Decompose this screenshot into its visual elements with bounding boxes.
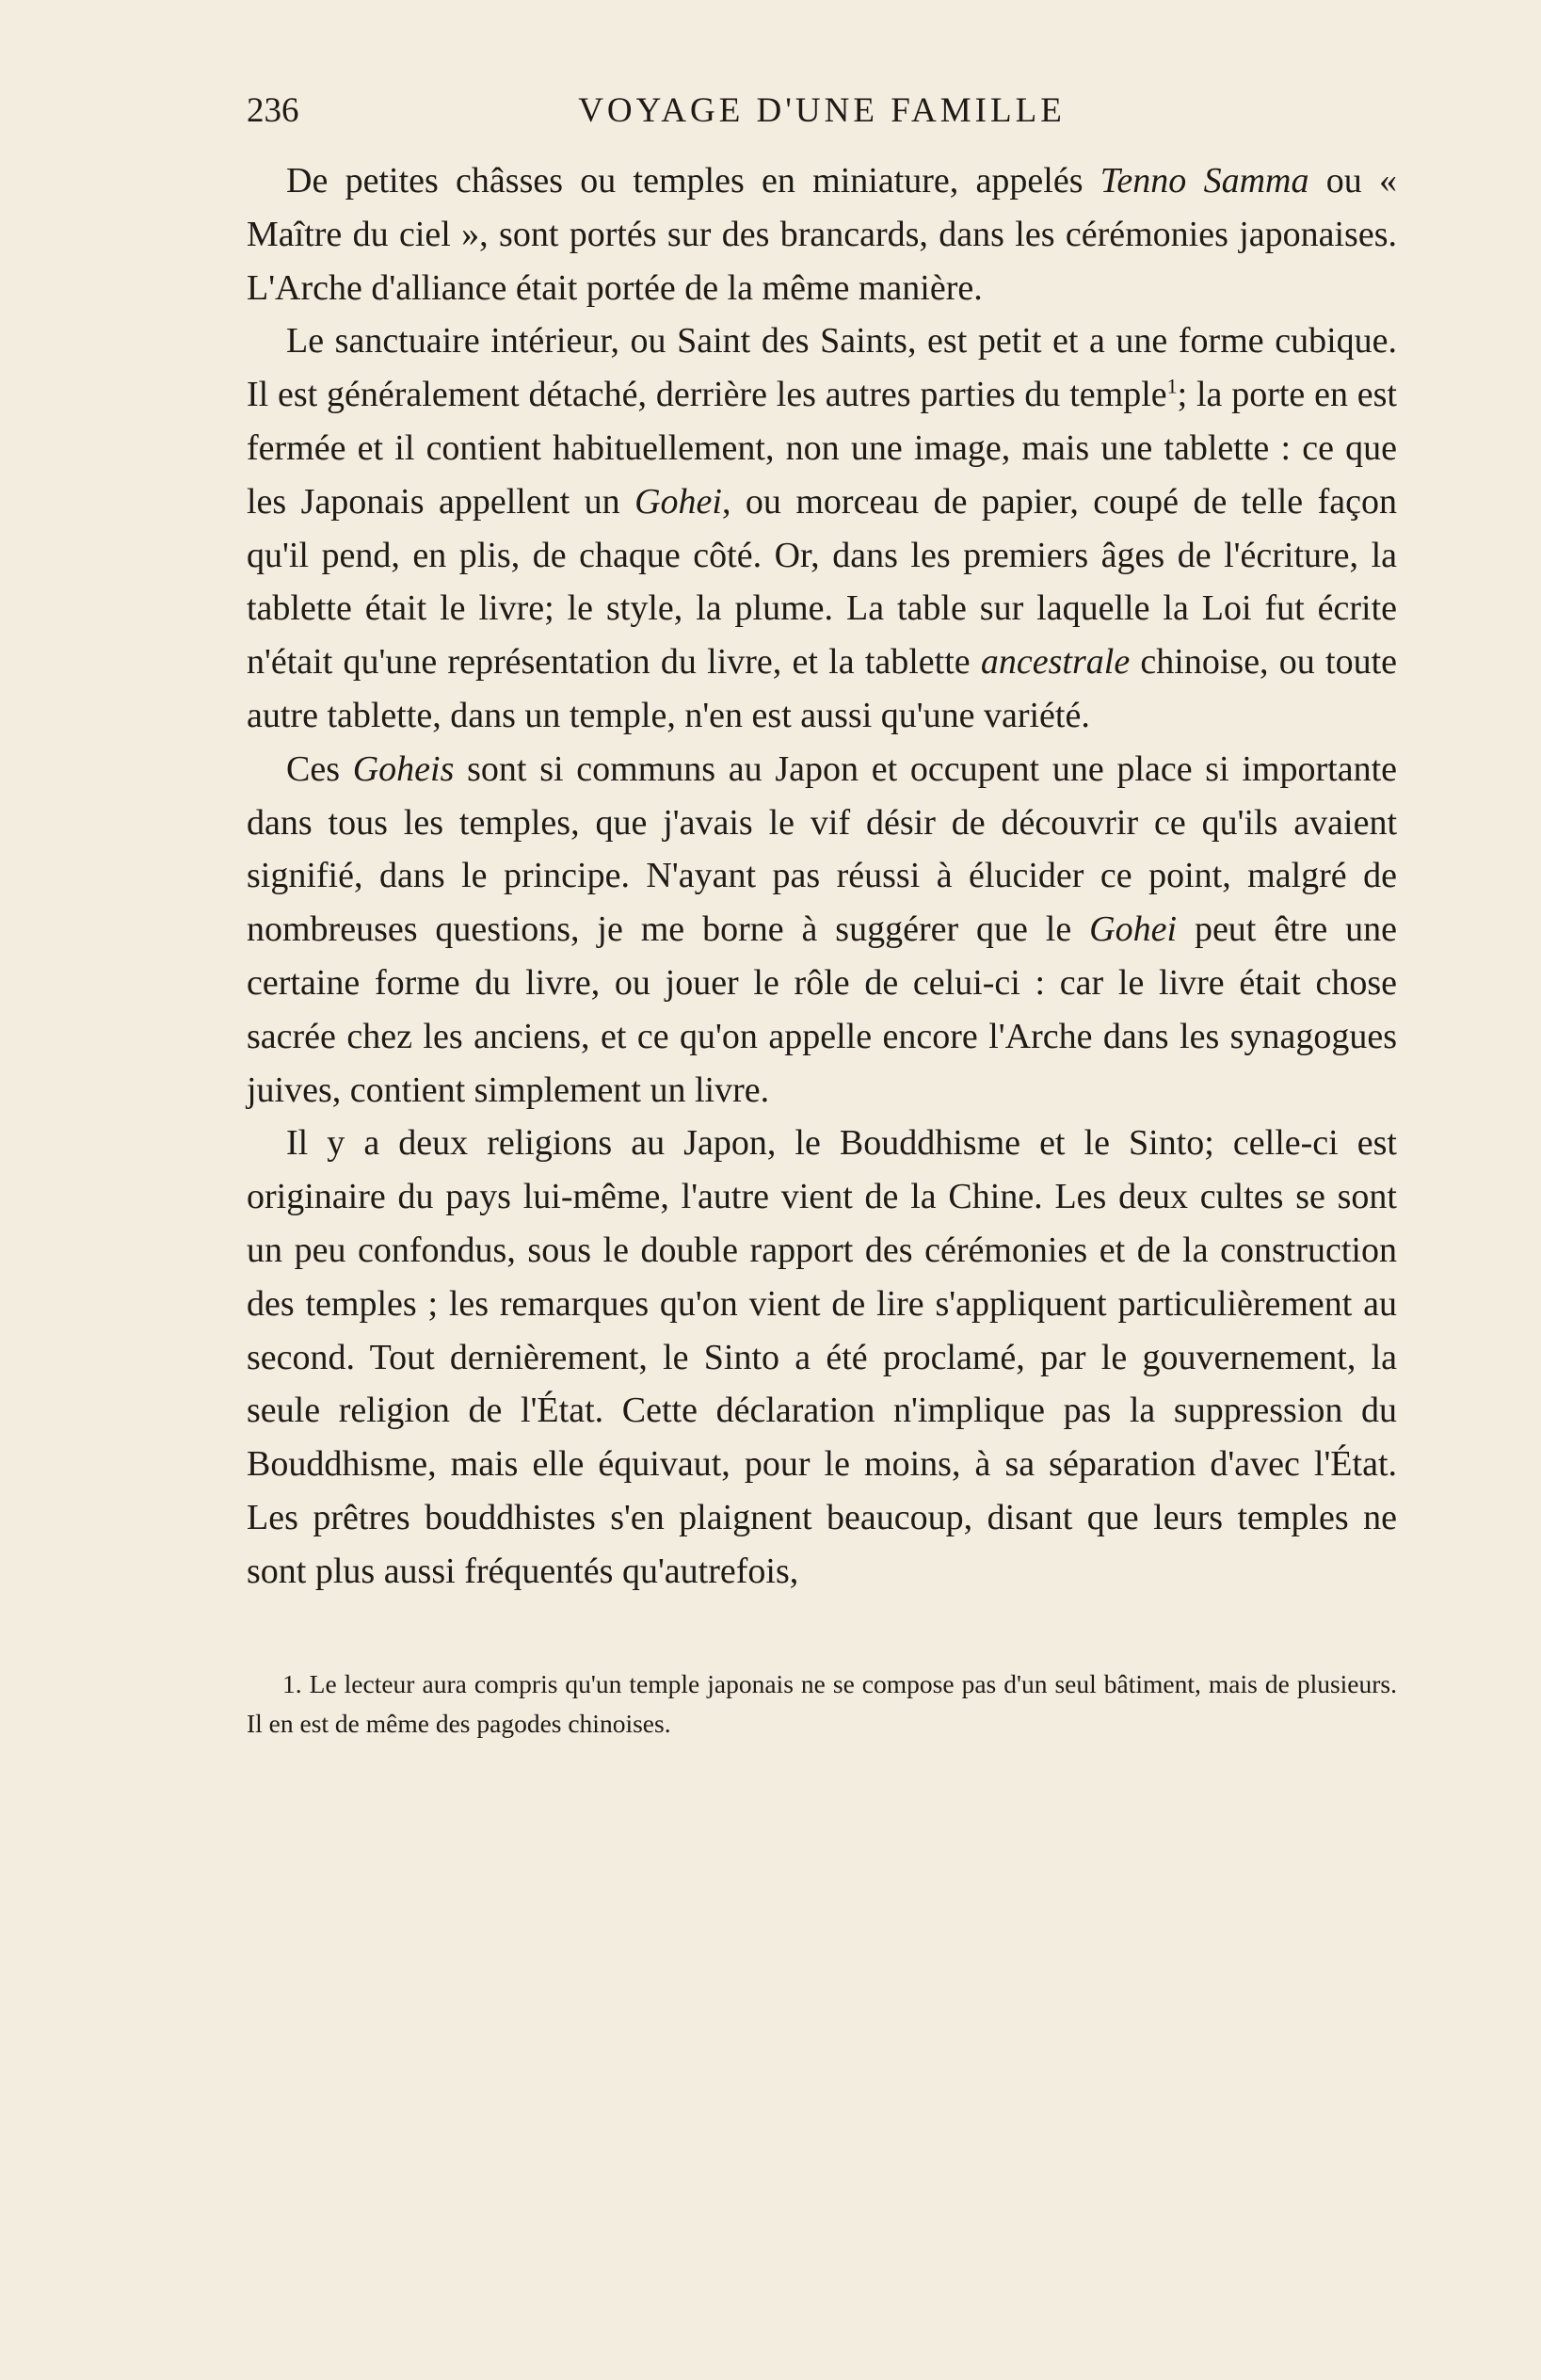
italic-term: Goheis — [352, 748, 455, 789]
text-segment: , ou morceau de papier, coupé de telle façon qu'il pend, en plis, de chaque côté. Or, dans les premiers âges de l'écriture, la tablette était le livre; le style, la plume. La table sur laquelle la Loi fut écrite n'était qu'une représentation du livre, et la tablette — [247, 481, 1397, 683]
body-text — [247, 154, 1397, 1599]
running-head — [247, 81, 1397, 137]
italic-term: Gohei — [634, 481, 722, 522]
running-title: VOYAGE D'UNE FAMILLE — [578, 91, 1066, 130]
paragraph-2 — [247, 314, 1397, 742]
italic-term: Tenno Samma — [1100, 161, 1309, 201]
italic-term: Gohei — [1089, 909, 1178, 950]
text-segment: Le sanctuaire intérieur, ou Saint des Saints, est petit et a une forme cubique. Il est généralement détaché, derrière les autres parties du temple — [247, 321, 1397, 415]
paragraph-4 — [247, 1117, 1397, 1598]
text-segment: peut être une certaine forme du livre, ou jouer le rôle de celui-ci : car le livre était chose sacrée chez les anciens, et ce qu'on appelle encore l'Arche dans les synagogues juives, contient simplement un livre. — [247, 909, 1398, 1110]
book-page — [247, 81, 1397, 1744]
text-segment: chinoise, ou toute autre tablette, dans un temple, n'en est aussi qu'une variété. — [247, 642, 1398, 735]
text-segment: sont si communs au Japon et occupent une place si importante dans tous les temples, que j'avais le vif désir de découvrir ce qu'ils avaient signifié, dans le principe. N'ayant pas réussi à élucider ce point, malgré de nombreuses questions, je me borne à suggérer que le — [247, 748, 1398, 950]
text-segment: Il y a deux religions au Japon, le Bouddhisme et le Sinto; celle-ci est originaire du pays lui-même, l'autre vient de la Chine. Les deux cultes se sont un peu confondus, sous le double rapport des cérémonies et de la construction des temples ; les remarques qu'on vient de lire s'appliquent particulièrement au second. Tout dernièrement, le Sinto a été proclamé, par le gouvernement, la seule religion de l'État. Cette déclaration n'implique pas la suppression du Bouddhisme, mais elle équivaut, pour le moins, à sa séparation d'avec l'État. Les prêtres bouddhistes s'en plaignent beaucoup, disant que leurs temples ne sont plus aussi fréquentés qu'autrefois, — [247, 1123, 1397, 1591]
footnotes — [247, 1664, 1397, 1744]
paragraph-1 — [247, 154, 1397, 314]
page-number: 236 — [247, 91, 299, 130]
text-segment: ou « Maître du ciel », sont portés sur des brancards, dans les cérémonies japonaises. L'Arche d'alliance était portée de la même manière. — [247, 161, 1397, 308]
paragraph-3 — [247, 743, 1397, 1118]
footnote-reference: 1 — [1166, 374, 1178, 398]
text-segment: De petites châsses ou temples en miniature, appelés — [286, 161, 1100, 201]
text-segment: Ces — [286, 748, 353, 789]
text-segment: ; la porte en est fermée et il contient habituellement, non une image, mais une tablette : ce que les Japonais appellent un — [247, 375, 1397, 522]
italic-term: ancestrale — [980, 642, 1131, 683]
footnote-1: 1. Le lecteur aura compris qu'un temple japonais ne se compose pas d'un seul bâtiment, mais de plusieurs. Il en est de même des pagodes chinoises. — [247, 1668, 1397, 1738]
